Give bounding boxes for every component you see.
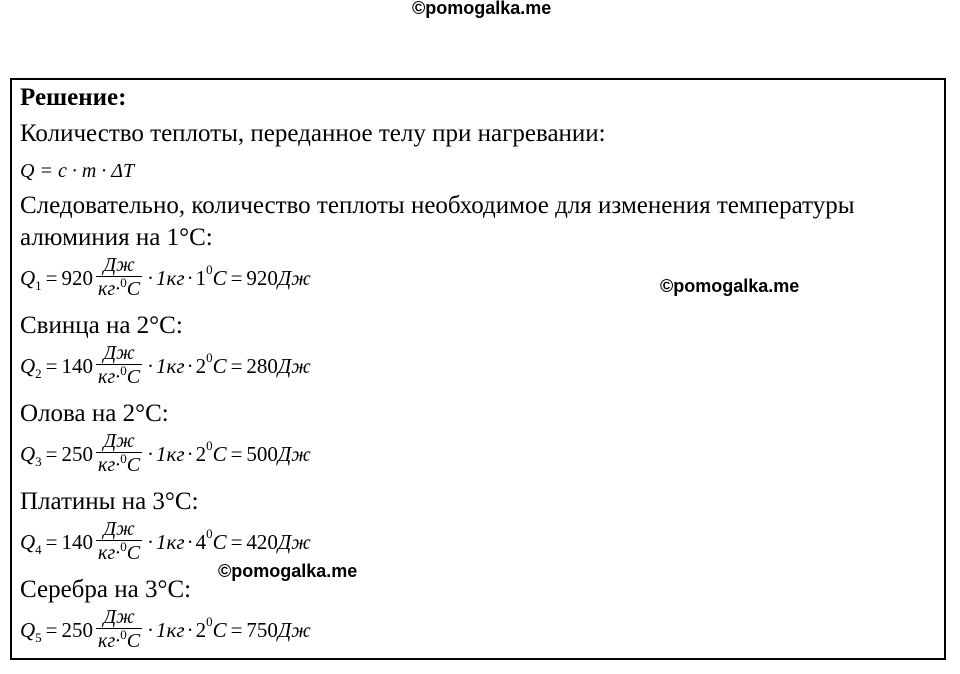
specific-heat-value: 140 (61, 530, 94, 554)
specific-heat-value: 250 (61, 442, 94, 466)
unit-fraction (96, 518, 142, 567)
mass-value: 1кг (156, 354, 185, 378)
general-formula: Q = c · m · ΔT (20, 160, 135, 182)
mass-value: 1кг (156, 530, 185, 554)
intro-text: Количество теплоты, переданное телу при нагревании: (20, 120, 606, 147)
result-value: 500 (246, 442, 278, 466)
conclusion-line-2: алюминия на 1°С: (20, 224, 213, 251)
watermark-bottom: ©pomogalka.me (218, 561, 358, 581)
delta-t-value: 1 (195, 266, 207, 290)
unit-fraction (96, 342, 142, 391)
result-unit: Дж (277, 354, 311, 378)
equation-q5: Q 5 = 250 $\frac{Дж}{кг\cdot^0С}$ · 1кг · 2 0 С = 750 Дж (20, 606, 311, 655)
mass-value: 1кг (156, 442, 185, 466)
result-value: 750 (246, 618, 278, 642)
delta-t-value: 2 (195, 354, 207, 378)
specific-heat-value: 920 (61, 266, 94, 290)
conclusion-line-1: Следовательно, количество теплоты необходимое для изменения температуры (20, 192, 855, 219)
q-subscript: 3 (35, 453, 42, 469)
unit-denominator: кг·$^0$С (96, 364, 142, 391)
equation-q4: Q 4 = 140 $\frac{Дж}{кг\cdot^0С}$ · 1кг · 4 0 С = 420 Дж (20, 518, 311, 567)
q-subscript: 1 (35, 277, 42, 293)
equation-q1: Q 1 = 920 $\frac{Дж}{кг\cdot^0С}$ · 1кг · 1 0 С = 920 Дж (20, 254, 311, 303)
unit-numerator: Дж (103, 430, 135, 452)
watermark-top: ©pomogalka.me (412, 0, 552, 18)
mass-value: 1кг (156, 266, 185, 290)
unit-fraction (96, 430, 142, 479)
unit-numerator: Дж (103, 342, 135, 364)
result-unit: Дж (277, 618, 311, 642)
solution-heading: Решение: (20, 84, 127, 111)
mass-value: 1кг (156, 618, 185, 642)
result-unit: Дж (277, 530, 311, 554)
unit-fraction (96, 606, 142, 655)
delta-t-value: 2 (195, 618, 207, 642)
q-subscript: 5 (35, 629, 42, 645)
equation-q2: Q 2 = 140 $\frac{Дж}{кг\cdot^0С}$ · 1кг · 2 0 С = 280 Дж (20, 342, 311, 391)
unit-fraction (96, 254, 142, 303)
unit-denominator: кг·$^0$С (96, 276, 142, 303)
result-unit: Дж (277, 442, 311, 466)
result-value: 420 (246, 530, 278, 554)
result-unit: Дж (277, 266, 311, 290)
unit-numerator: Дж (103, 254, 135, 276)
q-subscript: 4 (35, 541, 42, 557)
result-value: 920 (246, 266, 278, 290)
unit-denominator: кг·$^0$С (96, 540, 142, 567)
q-subscript: 2 (35, 365, 42, 381)
watermark-middle: ©pomogalka.me (660, 276, 800, 296)
delta-t-value: 2 (195, 442, 207, 466)
label-platinum: Платины на 3°С: (20, 488, 199, 515)
delta-t-value: 4 (195, 530, 207, 554)
unit-numerator: Дж (103, 518, 135, 540)
unit-numerator: Дж (103, 606, 135, 628)
unit-denominator: кг·$^0$С (96, 452, 142, 479)
unit-denominator: кг·$^0$С (96, 628, 142, 655)
specific-heat-value: 140 (61, 354, 94, 378)
result-value: 280 (246, 354, 278, 378)
equation-q3: Q 3 = 250 $\frac{Дж}{кг\cdot^0С}$ · 1кг · 2 0 С = 500 Дж (20, 430, 311, 479)
label-lead: Свинца на 2°С: (20, 312, 183, 339)
label-silver: Серебра на 3°С: (20, 576, 192, 603)
specific-heat-value: 250 (61, 618, 94, 642)
label-tin: Олова на 2°С: (20, 400, 169, 427)
